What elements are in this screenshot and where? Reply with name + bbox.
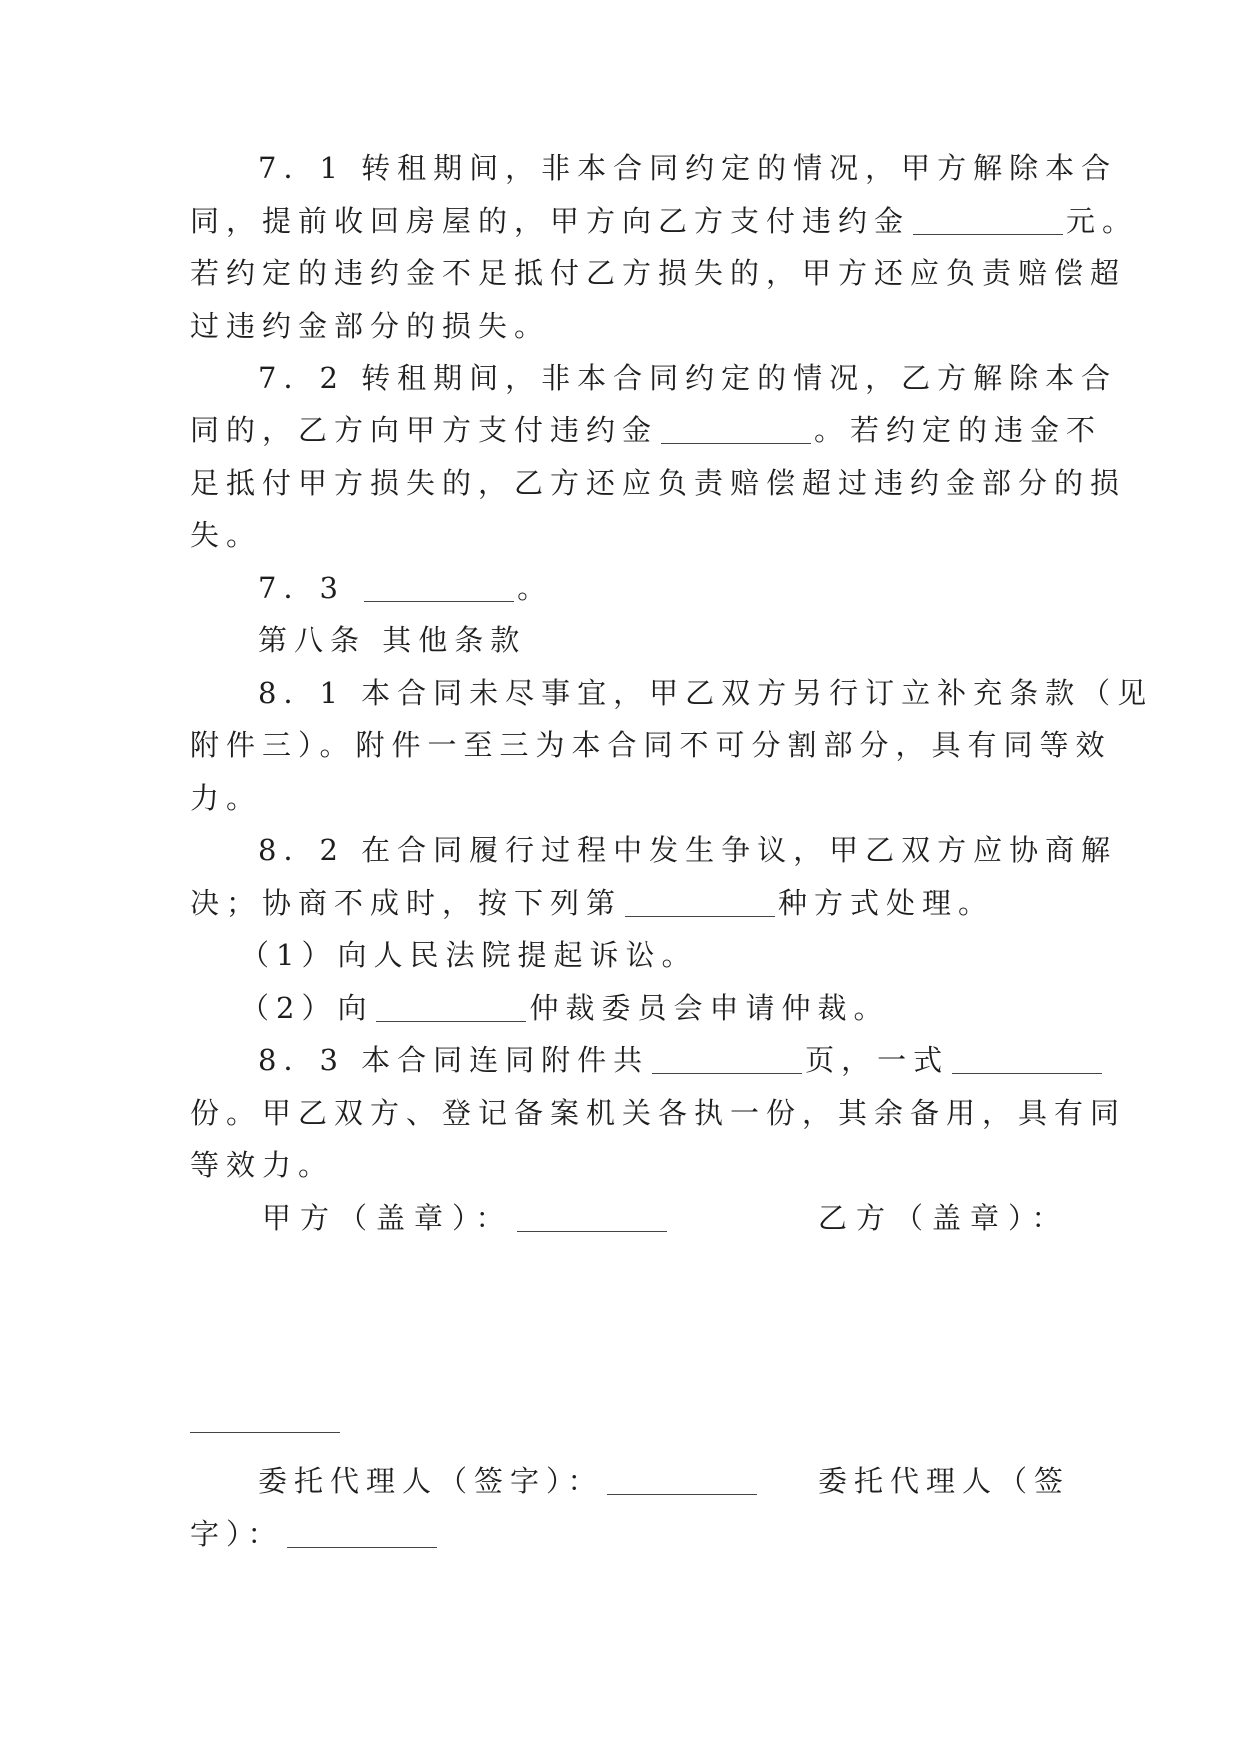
- clause-7-1-line-2: [190, 201, 1139, 241]
- clause-8-3-line-1: [258, 1040, 1128, 1080]
- clause-7-1-line-1: 7．1 转租期间，非本合同约定的情况，甲方解除本合: [258, 151, 1118, 185]
- agent-b-signature-line-2: [190, 1514, 1060, 1554]
- agent-b-signature-blank[interactable]: [287, 1517, 437, 1548]
- clause-7-2-line-2-text: 同的，乙方向甲方支付违约金: [190, 413, 659, 447]
- clause-8-3-line-1-text: 8．3 本合同连同附件共: [258, 1043, 650, 1077]
- clause-8-1-line-1: 8．1 本合同未尽事宜，甲乙双方另行订立补充条款（见: [258, 676, 1154, 710]
- clause-8-3-copies-text: 页，一式: [805, 1043, 950, 1077]
- clause-7-3-period: 。: [517, 571, 554, 605]
- clause-7-3-number: 7．3: [258, 571, 345, 605]
- agent-a-label: 委托代理人（签字）：: [258, 1464, 604, 1498]
- clause-7-2-line-4: 失。: [190, 518, 263, 552]
- clause-8-1-line-2: 附件三）。附件一至三为本合同不可分割部分，具有同等效: [190, 728, 1112, 762]
- party-b-seal-blank[interactable]: [190, 1432, 340, 1433]
- party-a-seal-label: 甲方（盖章）：: [262, 1201, 514, 1235]
- dispute-option-1: （1）向人民法院提起诉讼。: [240, 938, 698, 972]
- tenant-penalty-blank[interactable]: [661, 413, 811, 444]
- clause-8-3-line-3: 等效力。: [190, 1148, 335, 1182]
- clause-7-1-line-4: 过违约金部分的损失。: [190, 309, 551, 343]
- arbitration-committee-blank[interactable]: [376, 991, 526, 1022]
- dispute-option-2: [240, 988, 1110, 1028]
- clause-7-1-line-3: 若约定的违约金不足抵付乙方损失的，甲方还应负责赔偿超: [190, 256, 1127, 290]
- clause-7-2-line-2: [190, 410, 1103, 450]
- clause-8-2-line-2-tail: 种方式处理。: [778, 886, 995, 920]
- clause-8-2-line-2: [190, 883, 1060, 923]
- party-b-seal: 乙方（盖章）：: [818, 1201, 1070, 1235]
- article-8-heading: 第八条 其他条款: [258, 623, 527, 657]
- agent-b-label-tail: 字）：: [190, 1517, 284, 1551]
- party-a-seal: [262, 1198, 662, 1238]
- clause-7-1-unit: 元。: [1066, 204, 1139, 238]
- clause-7-2-line-1: 7．2 转租期间，非本合同约定的情况，乙方解除本合: [258, 361, 1118, 395]
- dispute-method-blank[interactable]: [625, 886, 775, 917]
- clause-7-3: [258, 568, 1128, 608]
- clause-8-2-line-1: 8．2 在合同履行过程中发生争议，甲乙双方应协商解: [258, 833, 1118, 867]
- agent-a-signature-blank[interactable]: [607, 1464, 757, 1495]
- dispute-option-2-text: （2）向: [240, 991, 374, 1025]
- clause-8-3-line-2: 份。甲乙双方、登记备案机关各执一份，其余备用，具有同: [190, 1096, 1127, 1130]
- agent-b-signature-line-1: 委托代理人（签: [818, 1464, 1071, 1498]
- clause-8-2-line-2-text: 决；协商不成时，按下列第: [190, 886, 623, 920]
- page-count-blank[interactable]: [652, 1043, 802, 1074]
- clause-7-1-line-2-text: 同，提前收回房屋的，甲方向乙方支付违约金: [190, 204, 911, 238]
- clause-8-1-line-3: 力。: [190, 781, 263, 815]
- agent-a-signature: [258, 1461, 738, 1501]
- clause-7-2-line-2-tail: 。若约定的违金不: [814, 413, 1103, 447]
- copy-count-blank[interactable]: [952, 1043, 1102, 1074]
- penalty-amount-blank[interactable]: [913, 204, 1063, 235]
- dispute-option-2-tail: 仲裁委员会申请仲裁。: [529, 991, 890, 1025]
- clause-7-2-line-3: 足抵付甲方损失的，乙方还应负责赔偿超过违约金部分的损: [190, 466, 1127, 500]
- party-a-seal-blank[interactable]: [517, 1201, 667, 1232]
- clause-7-3-blank[interactable]: [364, 571, 514, 602]
